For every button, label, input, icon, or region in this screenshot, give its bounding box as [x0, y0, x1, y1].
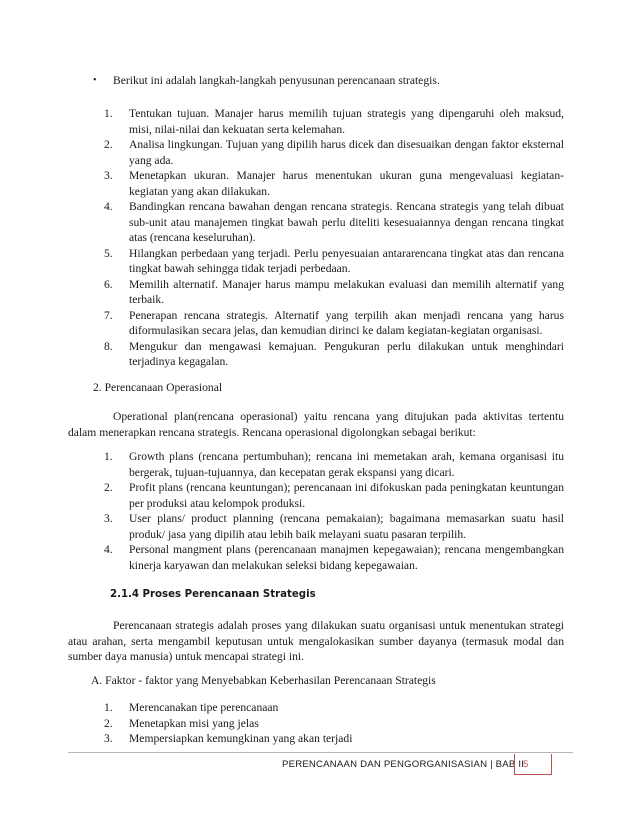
list-item — [104, 199, 564, 246]
list-item — [104, 339, 564, 370]
list-item — [104, 542, 564, 573]
list-item — [104, 137, 564, 168]
list-item — [104, 511, 564, 542]
list-item — [104, 106, 564, 137]
list-item — [104, 700, 564, 716]
list-item-text: Personal mangment plans (perencanaan manajmen kepegawaian); rencana mengembangkan kinerja karyawan dan melakukan seleksi bidang kepegawaian. — [129, 543, 564, 572]
list-item — [104, 449, 564, 480]
success-factors-list — [104, 700, 564, 747]
footer-divider — [68, 752, 573, 753]
list-item-number: 2. — [104, 138, 113, 151]
footer-title: PERENCANAAN DAN PENGORGANISASIAN | BAB II — [282, 759, 525, 770]
list-item-number: 3. — [104, 732, 113, 745]
list-item-number: 4. — [104, 543, 113, 556]
list-item — [104, 731, 564, 747]
page-number-box — [514, 754, 552, 775]
list-item-number: 4. — [104, 200, 113, 213]
list-item-text: Growth plans (rencana pertumbuhan); rencana ini memetakan arah, kemana organisasi itu bergerak, tujuan-tujuannya, dan kecepatan gerak ekspansi yang dicari. — [129, 450, 564, 479]
list-item-number: 7. — [104, 308, 113, 322]
list-item — [104, 716, 564, 732]
section-heading-2-1-4: 2.1.4 Proses Perencanaan Strategis — [110, 589, 316, 600]
list-item-text: Profit plans (rencana keuntungan); perencanaan ini difokuskan pada peningkatan keuntungan per produksi atau kelompok produksi. — [129, 481, 564, 510]
list-item-text: Merencanakan tipe perencanaan — [129, 701, 279, 714]
bullet-icon: • — [93, 75, 97, 86]
intro-bullet-text: Berikut ini adalah langkah-langkah penyusunan perencanaan strategis. — [113, 74, 440, 87]
list-item-text: Analisa lingkungan. Tujuan yang dipilih harus dicek dan disesuaikan dengan faktor eksternal yang ada. — [129, 138, 564, 167]
list-item — [104, 277, 564, 308]
strategic-process-paragraph: Perencanaan strategis adalah proses yang dilakukan suatu organisasi untuk menentukan strategi atau arahan, serta mengambil keputusan untuk mengalokasikan sumber dayanya (termasuk modal dan sumber daya manusia) untuk mencapai strategi ini. — [68, 619, 564, 663]
list-item-number: 5. — [104, 246, 113, 260]
list-item-number: 8. — [104, 339, 113, 353]
list-item-number: 3. — [104, 169, 113, 182]
list-item-number: 1. — [104, 701, 113, 714]
list-item — [104, 246, 564, 277]
operational-paragraph: Operational plan(rencana operasional) yaitu rencana yang ditujukan pada aktivitas tertentu dalam menerapkan rencana strategis. Rencana operasional digolongkan sebagai berikut: — [68, 410, 564, 439]
list-item-number: 1. — [104, 450, 113, 463]
list-item — [104, 480, 564, 511]
list-item-text: Tentukan tujuan. Manajer harus memilih tujuan strategis yang dipengaruhi oleh maksud, misi, nilai-nilai dan kekuatan serta kelemahan. — [129, 107, 564, 136]
list-item-text: User plans/ product planning (rencana pemakaian); bagaimana memasarkan suatu hasil produk/ jasa yang dipilih atau lebih baik melayani suatu pasaran terpilih. — [129, 512, 564, 541]
list-item-text: Bandingkan rencana bawahan dengan rencana strategis. Rencana strategis yang telah dibuat sub-unit atau manajemen tingkat bawah perlu diteliti kesesuaiannya dengan rencana tingkat atas (rencana keseluruhan). — [129, 200, 564, 244]
strategic-planning-steps-list — [104, 106, 564, 370]
operational-plans-list — [104, 449, 564, 573]
list-item — [104, 168, 564, 199]
list-item-text: Mempersiapkan kemungkinan yang akan terjadi — [129, 732, 353, 745]
list-item-text: Penerapan rencana strategis. Alternatif yang terpilih akan menjadi rencana yang harus diformulasikan secara jelas, dan kemudian dirinci ke dalam kegiatan-kegiatan organisasi. — [129, 308, 564, 337]
list-item-number: 2. — [104, 716, 113, 730]
list-item-text: Memilih alternatif. Manajer harus mampu melakukan evaluasi dan memilih alternatif yang terbaik. — [129, 277, 564, 306]
list-item-number: 3. — [104, 512, 113, 525]
list-item-number: 6. — [104, 277, 113, 291]
list-item-text: Menetapkan ukuran. Manajer harus menentukan ukuran guna mengevaluasi kegiatan-kegiatan yang akan dilakukan. — [129, 169, 564, 198]
list-item-number: 1. — [104, 107, 113, 120]
list-item-text: Mengukur dan mengawasi kemajuan. Pengukuran perlu dilakukan untuk menghindari terjadinya kegagalan. — [129, 339, 564, 368]
list-item — [104, 308, 564, 339]
list-item-text: Menetapkan misi yang jelas — [129, 716, 259, 730]
list-item-text: Hilangkan perbedaan yang terjadi. Perlu penyesuaian antararencana tingkat atas dan rencana tingkat bawah sehingga tidak terjadi perbedaan. — [129, 246, 564, 275]
section-heading-factors: A. Faktor - faktor yang Menyebabkan Keberhasilan Perencanaan Strategis — [91, 674, 436, 687]
list-item-number: 2. — [104, 481, 113, 494]
page-number: 5 — [523, 759, 529, 770]
section-heading-operational: 2. Perencanaan Operasional — [93, 381, 223, 394]
